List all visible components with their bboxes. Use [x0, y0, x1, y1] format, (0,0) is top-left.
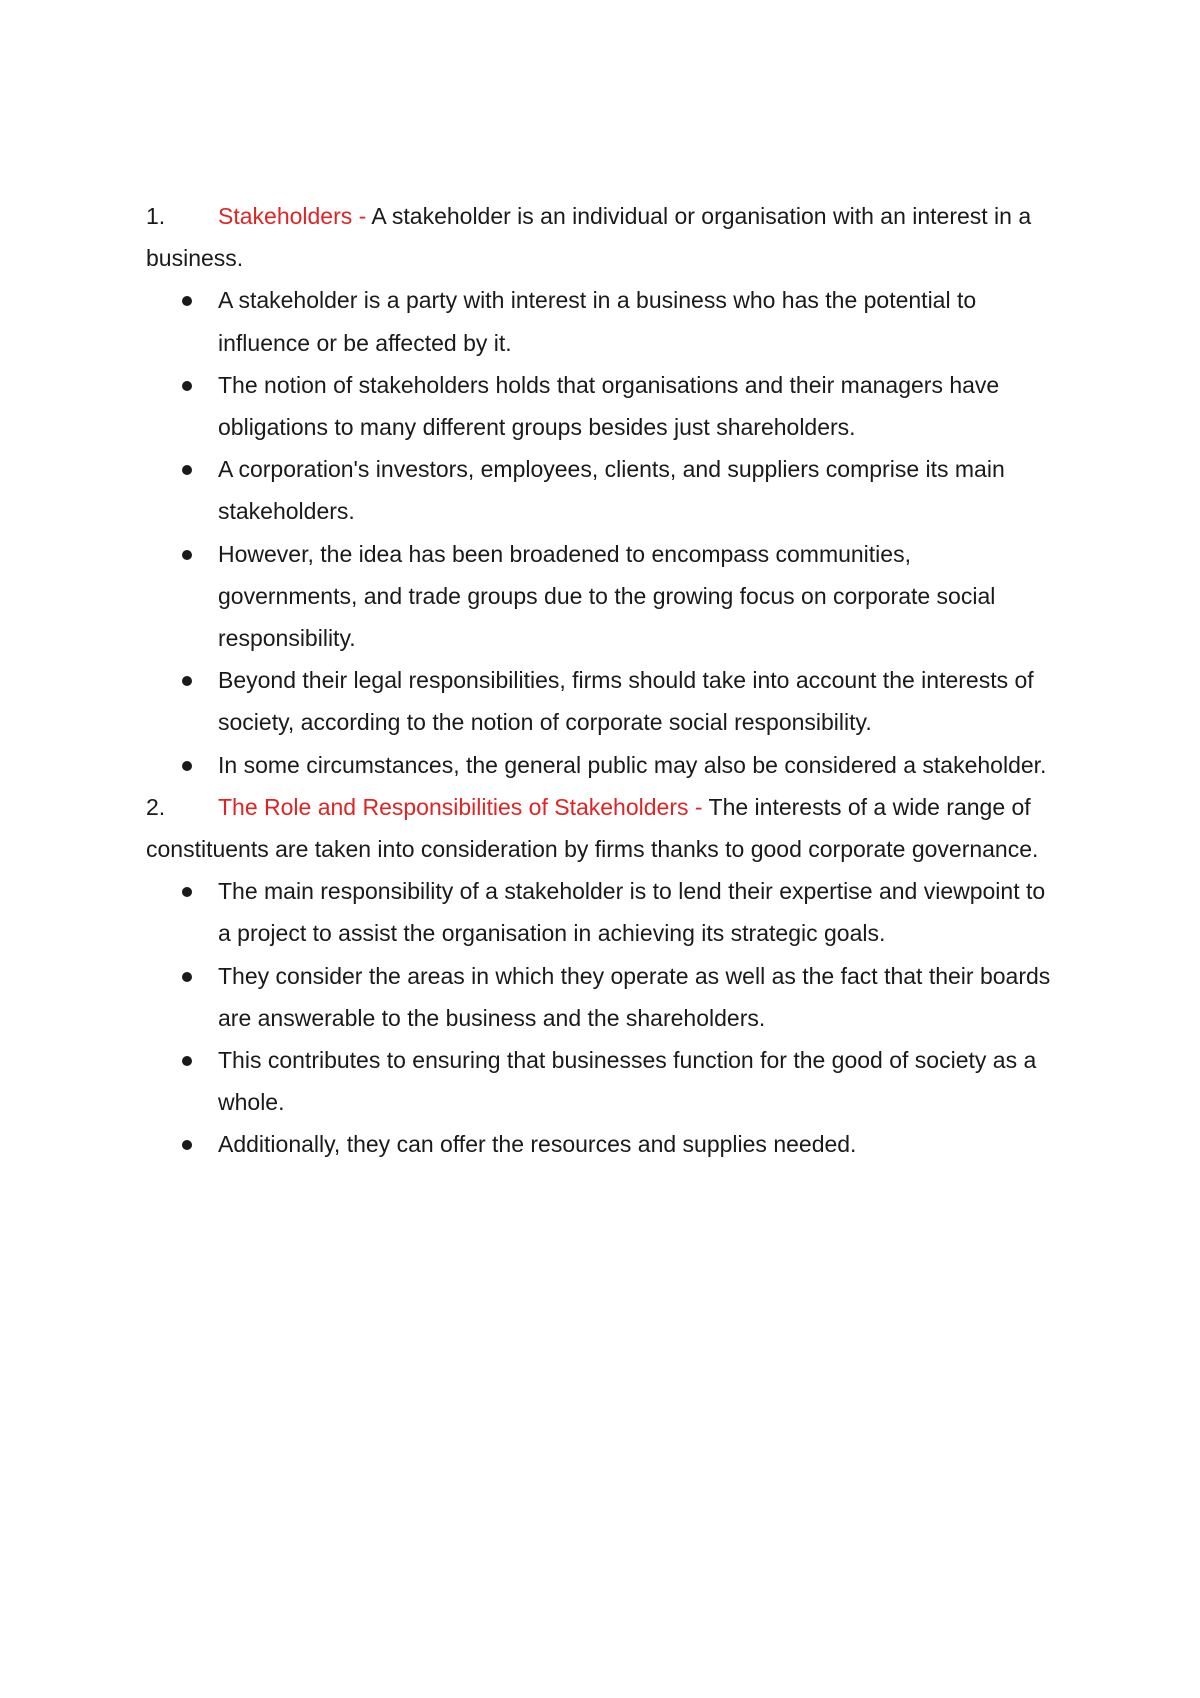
section-number: 2.	[146, 793, 166, 820]
list-item-text: A corporation's investors, employees, clients, and suppliers comprise its main stakeholders.	[218, 456, 1005, 525]
section-heading-line	[146, 786, 1066, 870]
document-body	[146, 195, 1066, 1166]
bullet-icon	[182, 761, 192, 771]
section-stakeholders	[146, 195, 1066, 786]
list-item	[218, 279, 1066, 363]
list-item	[218, 364, 1066, 448]
section-heading: The Role and Responsibilities of Stakeholders -	[218, 793, 709, 820]
list-item	[218, 1123, 1066, 1165]
bullet-icon	[182, 550, 192, 560]
bullet-icon	[182, 1056, 192, 1066]
list-item-text: Beyond their legal responsibilities, firms should take into account the interests of society, according to the notion of corporate social responsibility.	[218, 667, 1034, 736]
list-item	[218, 1039, 1066, 1123]
list-item-text: They consider the areas in which they operate as well as the fact that their boards are answerable to the business and the shareholders.	[218, 962, 1051, 1031]
list-item	[218, 659, 1066, 743]
section-heading: Stakeholders -	[218, 203, 372, 229]
section-intro: A stakeholder is an individual or organisation with an interest in a business.	[146, 203, 1032, 272]
list-item-text: However, the idea has been broadened to encompass communities, governments, and trade groups due to the growing focus on corporate social responsibility.	[218, 540, 996, 652]
bullet-list	[146, 279, 1066, 785]
list-item-text: This contributes to ensuring that businesses function for the good of society as a whole.	[218, 1047, 1037, 1116]
bullet-icon	[182, 676, 192, 686]
list-item-text: A stakeholder is a party with interest in a business who has the potential to influence or be affected by it.	[218, 287, 977, 356]
list-item	[218, 955, 1066, 1039]
list-item-text: Additionally, they can offer the resources and supplies needed.	[218, 1131, 857, 1158]
list-item-text: In some circumstances, the general public may also be considered a stakeholder.	[218, 751, 1047, 778]
bullet-icon	[182, 465, 192, 475]
bullet-icon	[182, 972, 192, 982]
section-heading-line	[146, 195, 1066, 279]
list-item	[218, 533, 1066, 660]
section-role-responsibilities	[146, 786, 1066, 1166]
section-number: 1.	[146, 203, 166, 229]
bullet-icon	[182, 296, 192, 306]
bullet-list	[146, 870, 1066, 1165]
list-item	[218, 870, 1066, 954]
bullet-icon	[182, 1140, 192, 1150]
section-intro: The interests of a wide range of constituents are taken into consideration by firms thanks to good corporate governance.	[146, 793, 1039, 863]
list-item	[218, 448, 1066, 532]
list-item-text: The main responsibility of a stakeholder is to lend their expertise and viewpoint to a project to assist the organisation in achieving its strategic goals.	[218, 878, 1046, 947]
list-item	[218, 744, 1066, 786]
bullet-icon	[182, 887, 192, 897]
list-item-text: The notion of stakeholders holds that organisations and their managers have obligations to many different groups besides just shareholders.	[218, 371, 1000, 441]
bullet-icon	[182, 381, 192, 391]
